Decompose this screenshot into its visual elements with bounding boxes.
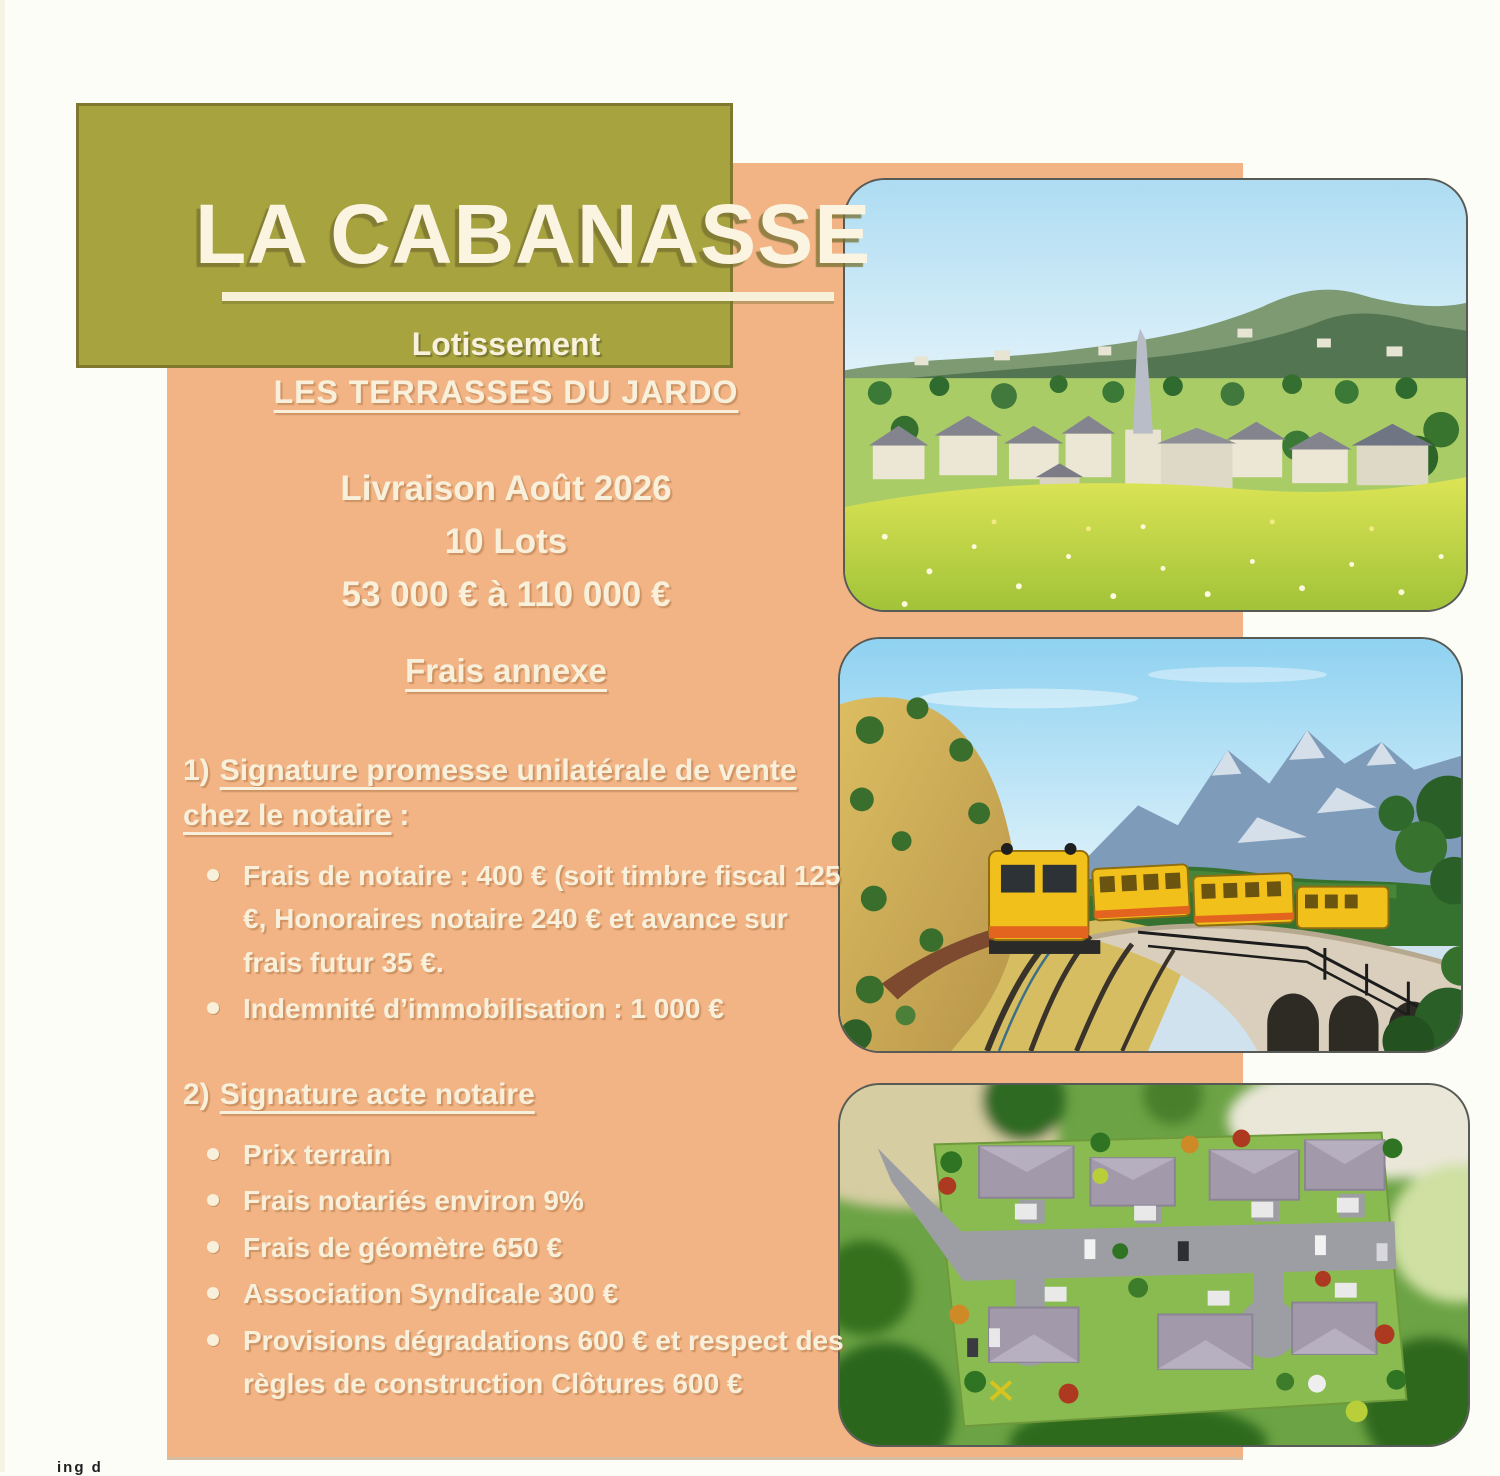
price-range: 53 000 € à 110 000 € (341, 575, 671, 615)
fee-item-text: Frais notariés environ 9% (243, 1185, 584, 1217)
fee-item-text: Frais de géomètre 650 € (243, 1231, 563, 1263)
aerial-scene (840, 1085, 1468, 1445)
list-item (183, 987, 843, 1030)
fee-item-text: Provisions dégradations 600 € et respect des règles de construction Clôtures 600 € (243, 1324, 844, 1399)
bullet-icon (207, 1287, 219, 1299)
section2-bullet-list (183, 1133, 851, 1405)
yellow-train-viaduct-photo (838, 637, 1463, 1053)
lots-count: 10 Lots (444, 522, 568, 562)
cloud (919, 689, 1138, 709)
section1-title (183, 748, 843, 838)
section1-colon: : (399, 799, 410, 832)
section1-number: 1) (183, 754, 210, 787)
key-facts-block (167, 462, 845, 622)
section1-bullet-list (183, 854, 843, 1031)
list-item (183, 1226, 851, 1269)
bullet-icon (207, 1194, 219, 1206)
cloud (1148, 667, 1327, 683)
bullet-icon (207, 1148, 219, 1160)
church-body (1125, 430, 1161, 485)
bullet-icon (207, 1241, 219, 1253)
bullet-icon (207, 869, 219, 881)
village-panorama-photo (843, 178, 1468, 612)
title-underline (222, 292, 834, 301)
train-car (1092, 864, 1190, 920)
aerial-housing-plan-photo (838, 1083, 1470, 1447)
delivery-date: Livraison Août 2026 (340, 469, 672, 508)
bullet-icon (207, 1002, 219, 1014)
section-acte-notaire (183, 1072, 851, 1405)
list-item (183, 854, 843, 984)
meadow (845, 477, 1466, 610)
cutoff-text-fragment: ing d (57, 1459, 103, 1476)
program-name-label: LES TERRASSES DU JARDO (273, 374, 739, 410)
program-type-label: Lotissement (411, 326, 601, 362)
bullet-icon (207, 1334, 219, 1346)
list-item (183, 1179, 851, 1222)
page-left-margin-strip (0, 0, 5, 1472)
list-item (183, 1319, 851, 1406)
section2-title (183, 1072, 851, 1117)
section-promesse-vente (183, 748, 843, 1031)
fees-heading: Frais annexe (405, 652, 607, 689)
list-item (183, 1133, 851, 1176)
train-car (1193, 873, 1294, 926)
church-nave (1161, 444, 1233, 490)
village-scene (845, 180, 1466, 610)
section2-title-text: Signature acte notaire (219, 1078, 535, 1111)
fee-item-text: Prix terrain (243, 1139, 391, 1170)
section2-number: 2) (183, 1078, 210, 1111)
garden-table (1308, 1375, 1326, 1393)
page-title: LA CABANASSE (195, 187, 872, 281)
fee-item-text: Association Syndicale 300 € (243, 1278, 619, 1310)
list-item (183, 1272, 851, 1315)
fee-item-text: Indemnité d’immobilisation : 1 000 € (243, 993, 724, 1025)
fee-item-text: Frais de notaire : 400 € (soit timbre fiscal 125 €, Honoraires notaire 240 € et avance sur frais futur 35 €. (243, 860, 841, 978)
section1-title-text: Signature promesse unilatérale de vente chez le notaire (183, 754, 797, 832)
train-scene (840, 639, 1461, 1051)
